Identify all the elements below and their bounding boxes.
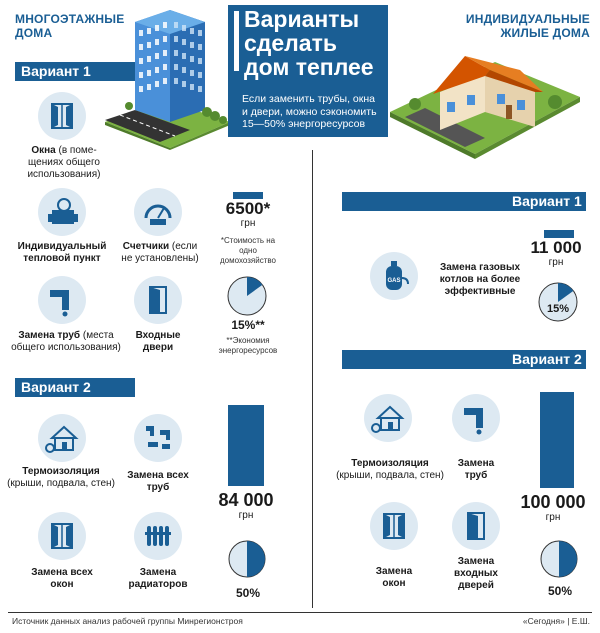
right-windows-icon-circle xyxy=(370,502,418,550)
heat-point-icon-circle xyxy=(38,188,86,236)
left-category-line1: МНОГОЭТАЖНЫЕ xyxy=(15,12,125,26)
right-v2-cost-bar xyxy=(540,392,574,488)
right-pipes-icon-circle xyxy=(452,394,500,442)
title-line3: дом теплее xyxy=(244,54,374,80)
doors-label xyxy=(126,330,190,354)
right-pipes-label xyxy=(440,458,512,482)
right-v1-saving: 15% xyxy=(546,303,570,315)
pipes-set-icon xyxy=(134,414,182,462)
meter-gauge-icon xyxy=(134,188,182,236)
heat-point-line1: Индивидуальный xyxy=(17,241,107,252)
gas-boiler-line3: эффективные xyxy=(444,286,516,297)
subtitle-text xyxy=(242,93,377,131)
cost-note-line3: домохозяйство xyxy=(220,256,276,265)
right-v2-saving: 50% xyxy=(547,584,573,598)
right-v1-saving-pie xyxy=(538,282,578,322)
saving-note-line1: **Экономия xyxy=(226,336,270,345)
right-pipes-line1: Замена xyxy=(457,458,495,469)
boiler-icon xyxy=(38,188,86,236)
title-box xyxy=(228,5,388,137)
left-category-line2: ДОМА xyxy=(15,26,53,40)
right-doors-label xyxy=(440,556,512,592)
footer-credit: «Сегодня» | Е.Ш. xyxy=(522,616,590,626)
right-doors-line2: входных xyxy=(454,568,498,579)
meters-label-rest2: не установлены) xyxy=(121,253,199,264)
left-insulation-label xyxy=(6,466,116,490)
doors-line2: двери xyxy=(142,342,174,353)
right-variant2-label: Вариант 2 xyxy=(512,351,582,367)
window-icon xyxy=(38,92,86,140)
all-windows-label xyxy=(22,567,102,591)
left-v1-saving: 15%** xyxy=(231,318,265,332)
saving-note-line2: энергоресурсов xyxy=(218,346,278,355)
left-variant2-bar xyxy=(15,378,135,397)
all-pipes-line2: труб xyxy=(146,482,170,493)
gas-text: GAS xyxy=(387,278,401,284)
meters-label-rest1: (если xyxy=(169,241,198,252)
all-windows-line2: окон xyxy=(50,579,74,590)
right-doors-line3: дверей xyxy=(458,580,494,591)
windows-label-rest2: щениях общего xyxy=(28,157,100,168)
pipes-label-bold: Замена труб xyxy=(18,330,81,341)
all-windows-icon-circle xyxy=(38,512,86,560)
pipes-label-rest2: общего использования) xyxy=(11,342,121,353)
pipes-icon-circle xyxy=(38,276,86,324)
footer-source: Источник данных анализ рабочей группы Минрегионстроя xyxy=(12,616,243,626)
right-insulation-icon-circle xyxy=(364,394,412,442)
left-v2-cost-bar xyxy=(228,405,264,486)
right-insulation-bold: Термоизоляция xyxy=(351,458,429,469)
right-windows-line1: Замена xyxy=(375,566,413,577)
cost-note-line2: одно xyxy=(239,246,257,255)
all-pipes-icon-circle xyxy=(134,414,182,462)
title-accent-bar xyxy=(234,11,239,71)
pipe-icon xyxy=(452,394,500,442)
heat-point-line2: тепловой пункт xyxy=(23,253,101,264)
left-insulation-bold: Термоизоляция xyxy=(22,466,100,477)
doors-line1: Входные xyxy=(135,330,181,341)
right-v2-cost: 100 000 xyxy=(520,492,586,512)
right-insulation-rest: (крыши, подвала, стен) xyxy=(336,470,444,481)
column-divider xyxy=(312,150,313,608)
all-pipes-line1: Замена всех xyxy=(127,470,189,481)
window-icon xyxy=(370,502,418,550)
windows-label-rest3: использования) xyxy=(27,169,101,180)
right-v1-unit: грн xyxy=(548,257,564,268)
title-line1: Варианты xyxy=(244,6,360,32)
right-v2-saving-pie xyxy=(540,540,578,578)
insulated-house-icon xyxy=(364,394,412,442)
door-icon xyxy=(452,502,500,550)
right-windows-line2: окон xyxy=(382,578,406,589)
left-v1-saving-pie xyxy=(227,276,267,316)
left-v1-cost-bar xyxy=(233,192,263,199)
window-icon xyxy=(38,512,86,560)
all-pipes-label xyxy=(118,470,198,494)
subtitle-line1: Если заменить трубы, окна xyxy=(242,93,375,105)
gas-boiler-line1: Замена газовых xyxy=(439,262,521,273)
radiators-label xyxy=(118,567,198,591)
meters-label xyxy=(118,241,202,265)
right-v1-cost-bar xyxy=(544,230,574,238)
left-v1-cost-note xyxy=(208,236,288,266)
right-insulation-label xyxy=(334,458,446,482)
right-doors-icon-circle xyxy=(452,502,500,550)
footer-rule xyxy=(8,612,592,613)
gas-boiler-icon-circle xyxy=(370,252,418,300)
insulation-icon-circle xyxy=(38,414,86,462)
left-v2-cost: 84 000 xyxy=(218,490,274,510)
meters-label-bold: Счетчики xyxy=(122,241,170,252)
right-v2-unit: грн xyxy=(545,512,561,523)
left-variant1-bar xyxy=(15,62,135,81)
right-variant1-label: Вариант 1 xyxy=(512,193,582,209)
pipes-label-rest1: (места xyxy=(80,330,114,341)
right-variant2-bar xyxy=(342,350,586,369)
all-windows-line1: Замена всех xyxy=(31,567,93,578)
windows-label-rest1: (в поме- xyxy=(55,145,97,156)
right-category-line1: ИНДИВИДУАЛЬНЫЕ xyxy=(465,12,590,26)
left-v1-saving-note xyxy=(208,336,288,356)
left-v2-saving-pie xyxy=(228,540,266,578)
doors-icon-circle xyxy=(134,276,182,324)
gas-cylinder-icon xyxy=(370,252,418,300)
radiators-icon-circle xyxy=(134,512,182,560)
left-v1-cost: 6500* xyxy=(225,199,271,218)
right-pipes-line2: труб xyxy=(464,470,488,481)
meters-icon-circle xyxy=(134,188,182,236)
heat-point-label xyxy=(12,241,112,265)
radiators-line2: радиаторов xyxy=(128,579,188,590)
right-variant1-bar xyxy=(342,192,586,211)
right-category-line2: ЖИЛЫЕ ДОМА xyxy=(500,26,590,40)
right-v1-cost: 11 000 xyxy=(530,238,582,257)
title-line2: сделать xyxy=(244,30,337,56)
private-house-illustration xyxy=(385,42,585,170)
pipe-icon xyxy=(38,276,86,324)
right-doors-line1: Замена xyxy=(457,556,495,567)
left-v1-unit: грн xyxy=(240,218,256,229)
left-variant1-label: Вариант 1 xyxy=(21,63,91,79)
left-variant2-label: Вариант 2 xyxy=(21,379,91,395)
door-icon xyxy=(134,276,182,324)
radiators-line1: Замена xyxy=(139,567,177,578)
left-v2-unit: грн xyxy=(238,510,254,521)
windows-label-bold: Окна xyxy=(31,145,56,156)
subtitle-line3: 15—50% энергоресурсов xyxy=(242,118,366,130)
windows-icon-circle xyxy=(38,92,86,140)
insulated-house-icon xyxy=(38,414,86,462)
subtitle-line2: и двери, можно сэкономить xyxy=(242,105,377,118)
windows-label xyxy=(18,145,110,181)
left-insulation-rest: (крыши, подвала, стен) xyxy=(7,478,115,489)
gas-boiler-line2: котлов на более xyxy=(439,274,521,285)
right-category-title xyxy=(440,12,590,40)
pie-saving-slice xyxy=(559,541,577,577)
right-windows-label xyxy=(356,566,432,590)
left-v2-saving: 50% xyxy=(235,586,261,600)
title-text xyxy=(244,7,374,79)
pipes-label xyxy=(10,330,122,354)
pie-saving-slice xyxy=(247,541,265,577)
cost-note-line1: *Стоимость на xyxy=(220,236,276,245)
radiator-icon xyxy=(134,512,182,560)
